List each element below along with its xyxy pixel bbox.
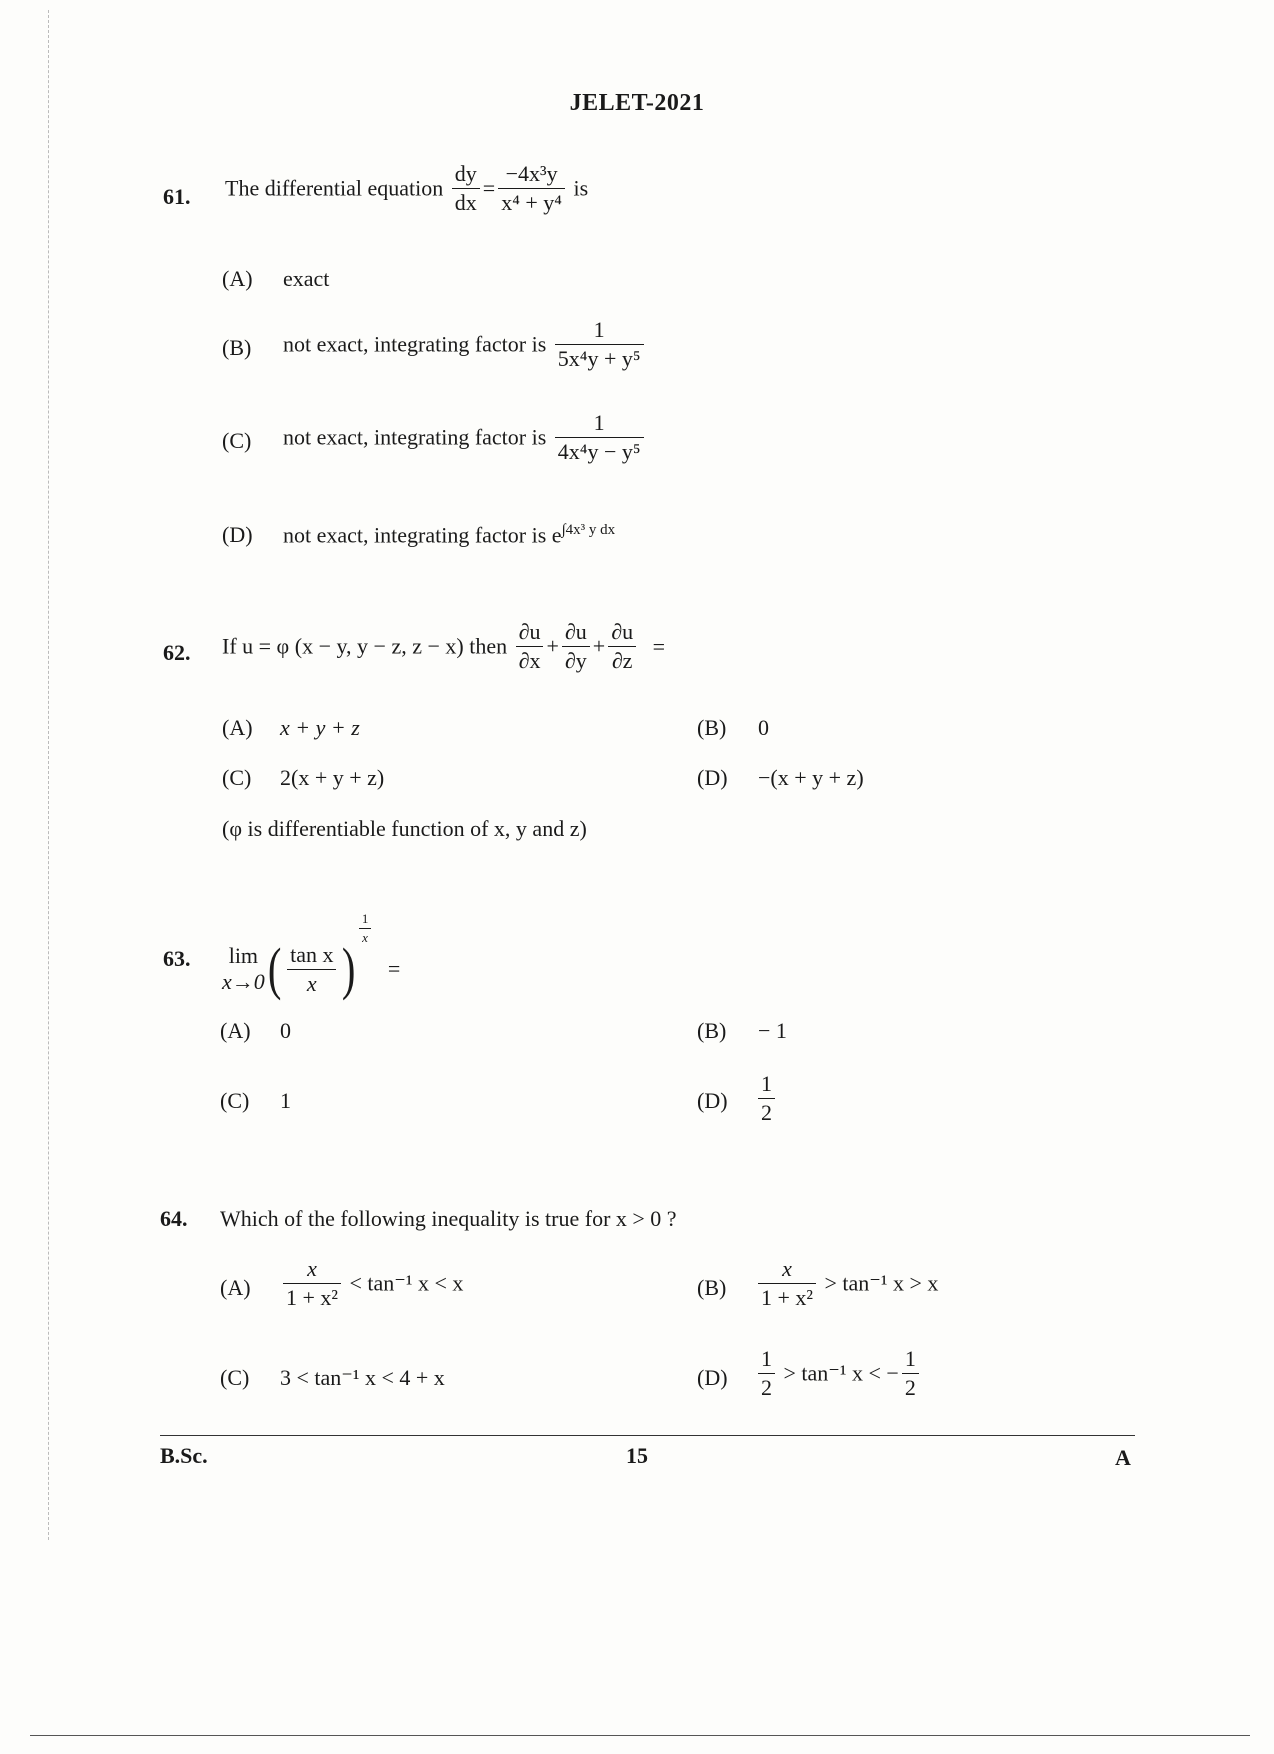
scan-margin-line: [48, 10, 49, 1540]
q61-option-b-num: 1: [555, 318, 644, 345]
q63-right-paren: ): [342, 936, 356, 1002]
question-64-stem: Which of the following inequality is true for x > 0 ?: [220, 1206, 677, 1231]
q62-option-d-text[interactable]: −(x + y + z): [758, 765, 864, 790]
q61-option-b-label[interactable]: (B): [222, 335, 252, 360]
q63-option-d-num: 1: [758, 1072, 775, 1099]
q64-option-d-text[interactable]: [755, 1347, 922, 1400]
q62-plus-2: +: [592, 633, 606, 659]
q61-option-a-text[interactable]: exact: [283, 266, 330, 291]
q64-option-a-text[interactable]: [280, 1257, 463, 1310]
q63-option-c-label[interactable]: (C): [220, 1088, 250, 1113]
q61-option-b-text[interactable]: [283, 318, 647, 371]
q62-term-3-num: ∂u: [608, 620, 636, 647]
q61-option-d-exponent: ∫4x³ y dx: [561, 522, 616, 538]
q63-option-c-text[interactable]: 1: [280, 1088, 291, 1113]
q64-option-b-label[interactable]: (B): [697, 1275, 727, 1300]
q64-option-a-label[interactable]: (A): [220, 1275, 251, 1300]
q63-option-b-label[interactable]: (B): [697, 1018, 727, 1043]
q62-term-1-num: ∂u: [516, 620, 544, 647]
q62-term-1-den: ∂x: [518, 648, 541, 674]
q62-option-b-text[interactable]: 0: [758, 715, 769, 740]
q62-option-a-text[interactable]: x + y + z: [280, 715, 360, 740]
q61-stem-text: The differential equation: [225, 175, 444, 201]
q63-lim-word: lim: [228, 942, 259, 968]
q64-option-b-fraction: [758, 1257, 816, 1310]
q64-option-a-fraction: [283, 1257, 341, 1310]
q61-option-d-stem: not exact, integrating factor is e: [283, 522, 562, 548]
q64-option-c-label[interactable]: (C): [220, 1365, 250, 1390]
q64-option-a-num: x: [283, 1257, 341, 1284]
q64-option-d-num-1: 1: [758, 1347, 775, 1374]
q64-option-d-num-2: 1: [902, 1347, 919, 1374]
q64-option-b-den: 1 + x²: [761, 1285, 814, 1311]
question-61-number: 61.: [163, 184, 191, 209]
q62-plus-1: +: [546, 633, 559, 659]
q63-left-paren: (: [267, 936, 282, 1002]
q63-limit: [222, 943, 265, 996]
q64-option-a-rel: < tan⁻¹ x < x: [349, 1270, 464, 1296]
q61-option-c-text[interactable]: [283, 411, 647, 464]
q63-frac-num: tan x: [287, 943, 336, 970]
q63-equals: =: [387, 956, 401, 982]
q63-option-d-text[interactable]: [755, 1072, 778, 1125]
q61-option-c-den: 4x⁴y − y⁵: [557, 439, 641, 465]
q61-equals: =: [482, 175, 496, 201]
q63-frac-den: x: [306, 970, 317, 996]
q64-option-b-num: x: [758, 1257, 816, 1284]
q62-option-d-label[interactable]: (D): [697, 765, 728, 790]
q61-option-c-stem: not exact, integrating factor is: [283, 424, 547, 450]
q62-option-c-text[interactable]: 2(x + y + z): [280, 765, 385, 790]
q62-term-3: [608, 620, 636, 673]
q61-option-c-fraction: [555, 411, 644, 464]
question-64-number: 64.: [160, 1206, 188, 1231]
footer-divider: [160, 1435, 1135, 1436]
q63-lim-sub: x→0: [222, 969, 265, 995]
q63-exp-den: x: [362, 930, 368, 946]
scan-bottom-line: [30, 1735, 1250, 1736]
q61-option-b-fraction: [555, 318, 644, 371]
question-61-stem: [225, 162, 588, 215]
q62-term-2: [562, 620, 590, 673]
footer-course: B.Sc.: [160, 1443, 208, 1468]
footer-set-code: A: [1115, 1445, 1131, 1470]
q61-lhs-num: dy: [452, 162, 480, 189]
q64-option-b-text[interactable]: [755, 1257, 938, 1310]
q62-term-1: [516, 620, 544, 673]
q64-option-d-rel: > tan⁻¹ x < −: [783, 1360, 899, 1386]
q64-option-d-den-2: 2: [904, 1375, 916, 1401]
q64-option-d-label[interactable]: (D): [697, 1365, 728, 1390]
q62-equals: =: [652, 633, 665, 659]
q63-option-a-text[interactable]: 0: [280, 1018, 291, 1043]
q64-option-d-fraction-2: [902, 1347, 919, 1400]
q63-exp-num: 1: [359, 912, 372, 929]
q62-option-b-label[interactable]: (B): [697, 715, 727, 740]
q64-option-a-den: 1 + x²: [286, 1285, 339, 1311]
q63-option-d-den: 2: [761, 1100, 772, 1126]
q63-option-d-label[interactable]: (D): [697, 1088, 728, 1113]
q61-option-a-label[interactable]: (A): [222, 266, 253, 291]
q62-option-c-label[interactable]: (C): [222, 765, 252, 790]
q61-option-d-text[interactable]: [283, 522, 615, 548]
q61-option-c-label[interactable]: (C): [222, 428, 252, 453]
q64-option-c-text[interactable]: 3 < tan⁻¹ x < 4 + x: [280, 1365, 445, 1390]
q61-lhs-fraction: [452, 162, 480, 215]
q62-term-2-num: ∂u: [562, 620, 590, 647]
q61-rhs-fraction: [498, 162, 565, 215]
q64-option-b-rel: > tan⁻¹ x > x: [824, 1270, 939, 1296]
q61-rhs-den: x⁴ + y⁴: [501, 190, 562, 216]
q61-lhs-den: dx: [454, 190, 477, 216]
q63-option-a-label[interactable]: (A): [220, 1018, 251, 1043]
q62-note: (φ is differentiable function of x, y and z): [222, 816, 587, 841]
q61-option-c-num: 1: [555, 411, 644, 438]
question-63-expression: [222, 911, 401, 1002]
q61-option-b-den: 5x⁴y + y⁵: [557, 346, 641, 372]
q61-option-d-label[interactable]: (D): [222, 522, 253, 547]
q64-option-d-fraction-1: [758, 1347, 775, 1400]
q61-suffix: is: [573, 175, 589, 201]
q63-option-b-text[interactable]: − 1: [758, 1018, 787, 1043]
q62-term-3-den: ∂z: [611, 648, 633, 674]
q62-option-a-label[interactable]: (A): [222, 715, 253, 740]
question-62-stem: [222, 620, 665, 673]
q64-option-d-den-1: 2: [761, 1375, 772, 1401]
q63-fraction: [287, 943, 336, 996]
q61-rhs-num: −4x³y: [498, 162, 565, 189]
footer-page-number: 15: [626, 1443, 648, 1468]
q61-option-b-stem: not exact, integrating factor is: [283, 331, 547, 357]
q62-term-2-den: ∂y: [564, 648, 587, 674]
question-62-number: 62.: [163, 640, 191, 665]
page-title: JELET-2021: [569, 90, 705, 116]
q62-stem-text: If u = φ (x − y, y − z, z − x) then: [222, 633, 508, 659]
q63-exponent: [359, 912, 372, 946]
q63-option-d-fraction: [758, 1072, 775, 1125]
question-63-number: 63.: [163, 946, 191, 971]
